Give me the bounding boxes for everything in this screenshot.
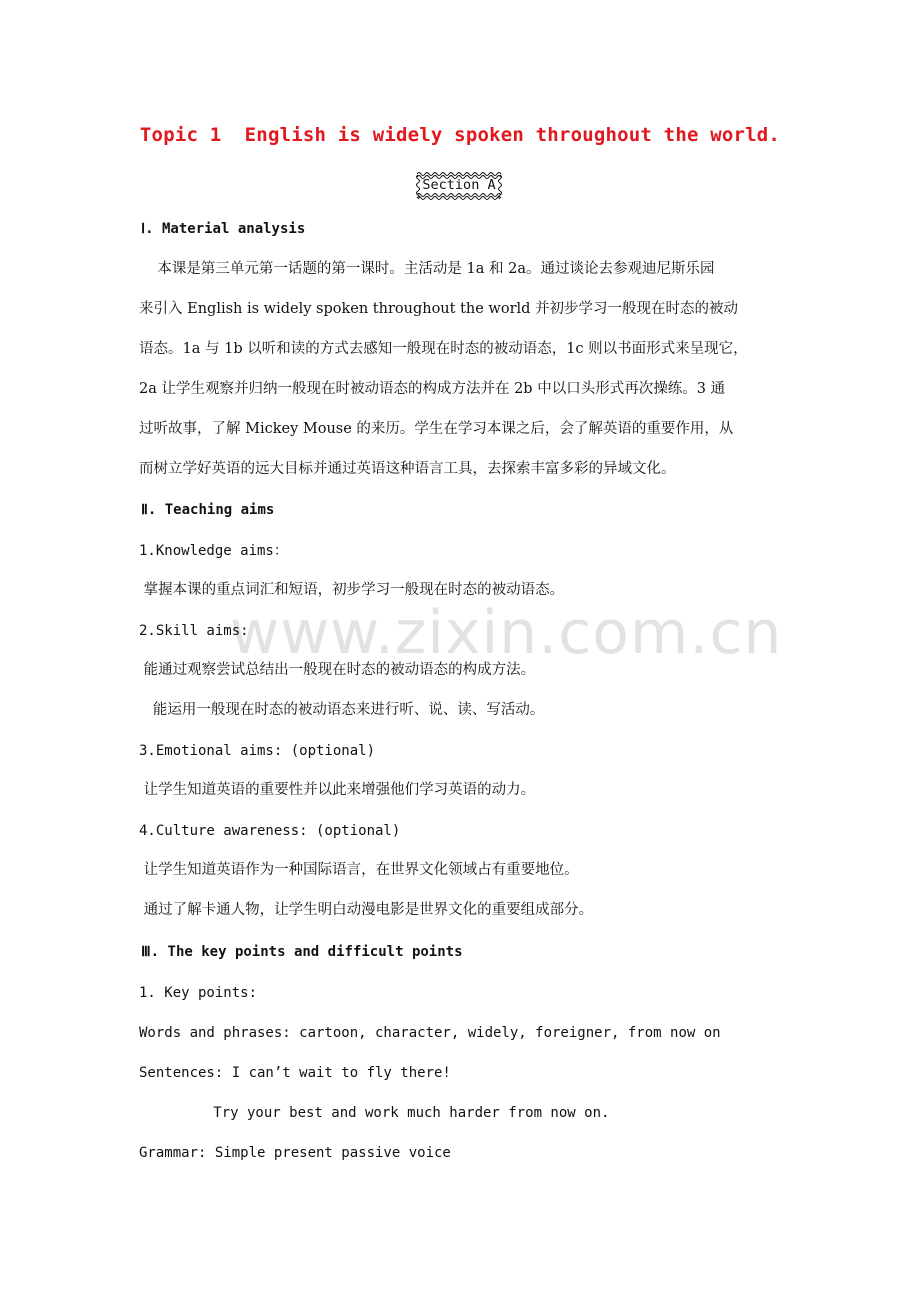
section-badge [415,171,503,201]
culture-awareness-text: 通过了解卡通人物，让学生明白动漫电影是世界文化的重要组成部分。 [139,902,594,918]
skill-aims-text: 能通过观察尝试总结出一般现在时态的被动语态的构成方法。 [139,662,536,678]
emotional-aims-text: 让学生知道英语的重要性并以此来增强他们学习英语的动力。 [139,782,536,798]
paragraph-line: 语态。1a 与 1b 以听和读的方式去感知一般现在时态的被动语态，1c 则以书面形式来呈现它， [139,341,748,357]
paragraph-line: 来引入 English is widely spoken throughout the world 并初步学习一般现在时态的被动 [139,301,739,317]
paragraph-line: 过听故事，了解 Mickey Mouse 的来历。学生在学习本课之后，会了解英语的重要作用，从 [139,421,734,437]
page-title: Topic 1 English is widely spoken throughout the world. [139,124,781,146]
key-sentences-line: Try your best and work much harder from now on. [129,1105,610,1121]
paragraph-line: 2a 让学生观察并归纳一般现在时被动语态的构成方法并在 2b 中以口头形式再次操练。3 通 [139,381,726,397]
key-grammar-line: Grammar: Simple present passive voice [139,1145,451,1161]
paragraph-line: 而树立学好英语的远大目标并通过英语这种语言工具，去探索丰富多彩的异域文化。 [139,461,676,477]
key-words-line: Words and phrases: cartoon, character, widely, foreigner, from now on [139,1025,721,1041]
skill-aims-label: 2.Skill aims: [139,623,249,639]
knowledge-aims-text: 掌握本课的重点词汇和短语，初步学习一般现在时态的被动语态。 [139,582,565,598]
culture-awareness-label: 4.Culture awareness: (optional) [139,823,401,839]
heading-teaching-aims: Ⅱ. Teaching aims [141,502,275,518]
heading-material-analysis: Ⅰ. Material analysis [141,221,306,237]
heading-key-points: Ⅲ. The key points and difficult points [141,944,463,960]
emotional-aims-label: 3.Emotional aims: (optional) [139,743,376,759]
key-points-label: 1. Key points: [139,985,258,1001]
watermark: www.zixin.com.cn [230,598,783,668]
knowledge-aims-label: 1.Knowledge aims： [139,543,288,559]
section-label: Section A [422,177,496,193]
skill-aims-text: 能运用一般现在时态的被动语态来进行听、说、读、写活动。 [139,702,545,718]
culture-awareness-text: 让学生知道英语作为一种国际语言，在世界文化领域占有重要地位。 [139,862,579,878]
key-sentences-line: Sentences: I can’t wait to fly there! [139,1065,451,1081]
paragraph-line: 本课是第三单元第一话题的第一课时。主活动是 1a 和 2a。通过谈论去参观迪尼斯乐园 [139,261,715,277]
